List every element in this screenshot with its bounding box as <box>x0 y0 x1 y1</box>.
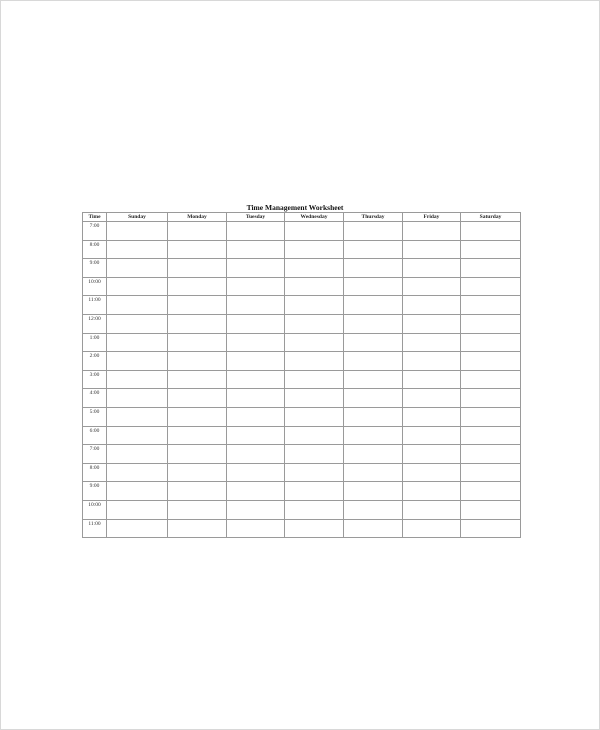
schedule-cell-saturday[interactable] <box>461 407 521 426</box>
schedule-cell-friday[interactable] <box>403 482 461 501</box>
schedule-cell-thursday[interactable] <box>344 240 403 259</box>
table-row <box>83 519 521 538</box>
schedule-cell-thursday[interactable] <box>344 519 403 538</box>
schedule-cell-sunday[interactable] <box>107 277 168 296</box>
schedule-cell-sunday[interactable] <box>107 407 168 426</box>
schedule-cell-saturday[interactable] <box>461 296 521 315</box>
schedule-cell-friday[interactable] <box>403 222 461 241</box>
time-cell: 1:00 <box>83 333 107 352</box>
time-cell: 10:00 <box>83 277 107 296</box>
schedule-cell-tuesday[interactable] <box>227 352 285 371</box>
schedule-cell-thursday[interactable] <box>344 370 403 389</box>
table-row <box>83 445 521 464</box>
schedule-cell-saturday[interactable] <box>461 333 521 352</box>
schedule-cell-monday[interactable] <box>168 314 227 333</box>
schedule-cell-tuesday[interactable] <box>227 296 285 315</box>
schedule-cell-tuesday[interactable] <box>227 389 285 408</box>
schedule-cell-monday[interactable] <box>168 389 227 408</box>
schedule-cell-thursday[interactable] <box>344 259 403 278</box>
schedule-cell-wednesday[interactable] <box>285 259 344 278</box>
column-header-thursday: Thursday <box>344 213 403 222</box>
schedule-cell-tuesday[interactable] <box>227 463 285 482</box>
schedule-cell-sunday[interactable] <box>107 519 168 538</box>
time-cell: 9:00 <box>83 482 107 501</box>
schedule-cell-friday[interactable] <box>403 333 461 352</box>
column-header-monday: Monday <box>168 213 227 222</box>
schedule-cell-tuesday[interactable] <box>227 445 285 464</box>
table-row <box>83 463 521 482</box>
schedule-cell-monday[interactable] <box>168 445 227 464</box>
schedule-cell-monday[interactable] <box>168 333 227 352</box>
time-cell: 3:00 <box>83 370 107 389</box>
schedule-cell-wednesday[interactable] <box>285 277 344 296</box>
schedule-cell-tuesday[interactable] <box>227 370 285 389</box>
schedule-cell-wednesday[interactable] <box>285 296 344 315</box>
schedule-cell-monday[interactable] <box>168 482 227 501</box>
schedule-cell-friday[interactable] <box>403 407 461 426</box>
schedule-cell-saturday[interactable] <box>461 500 521 519</box>
column-header-wednesday: Wednesday <box>285 213 344 222</box>
schedule-cell-tuesday[interactable] <box>227 240 285 259</box>
schedule-cell-tuesday[interactable] <box>227 314 285 333</box>
schedule-cell-thursday[interactable] <box>344 445 403 464</box>
schedule-cell-wednesday[interactable] <box>285 333 344 352</box>
schedule-cell-friday[interactable] <box>403 519 461 538</box>
table-row <box>83 407 521 426</box>
schedule-cell-friday[interactable] <box>403 463 461 482</box>
schedule-cell-saturday[interactable] <box>461 222 521 241</box>
schedule-cell-sunday[interactable] <box>107 333 168 352</box>
schedule-cell-wednesday[interactable] <box>285 500 344 519</box>
schedule-cell-monday[interactable] <box>168 463 227 482</box>
schedule-cell-monday[interactable] <box>168 296 227 315</box>
table-row <box>83 222 521 241</box>
time-cell: 5:00 <box>83 407 107 426</box>
table-row <box>83 352 521 371</box>
schedule-cell-monday[interactable] <box>168 259 227 278</box>
time-cell: 4:00 <box>83 389 107 408</box>
schedule-cell-sunday[interactable] <box>107 389 168 408</box>
schedule-cell-wednesday[interactable] <box>285 240 344 259</box>
schedule-cell-monday[interactable] <box>168 370 227 389</box>
schedule-cell-sunday[interactable] <box>107 426 168 445</box>
schedule-cell-monday[interactable] <box>168 426 227 445</box>
schedule-cell-monday[interactable] <box>168 277 227 296</box>
schedule-cell-saturday[interactable] <box>461 463 521 482</box>
schedule-cell-monday[interactable] <box>168 240 227 259</box>
column-header-friday: Friday <box>403 213 461 222</box>
schedule-cell-monday[interactable] <box>168 352 227 371</box>
table-row <box>83 259 521 278</box>
schedule-cell-sunday[interactable] <box>107 222 168 241</box>
schedule-cell-saturday[interactable] <box>461 389 521 408</box>
schedule-cell-wednesday[interactable] <box>285 389 344 408</box>
schedule-cell-friday[interactable] <box>403 259 461 278</box>
schedule-cell-friday[interactable] <box>403 240 461 259</box>
schedule-cell-friday[interactable] <box>403 445 461 464</box>
schedule-cell-thursday[interactable] <box>344 426 403 445</box>
header-row <box>83 213 521 222</box>
schedule-cell-tuesday[interactable] <box>227 482 285 501</box>
schedule-cell-saturday[interactable] <box>461 259 521 278</box>
schedule-cell-wednesday[interactable] <box>285 463 344 482</box>
schedule-cell-friday[interactable] <box>403 314 461 333</box>
schedule-cell-thursday[interactable] <box>344 352 403 371</box>
schedule-cell-tuesday[interactable] <box>227 500 285 519</box>
schedule-cell-sunday[interactable] <box>107 445 168 464</box>
column-header-sunday: Sunday <box>107 213 168 222</box>
schedule-cell-wednesday[interactable] <box>285 370 344 389</box>
schedule-cell-tuesday[interactable] <box>227 259 285 278</box>
table-row <box>83 314 521 333</box>
schedule-cell-friday[interactable] <box>403 370 461 389</box>
schedule-cell-monday[interactable] <box>168 519 227 538</box>
schedule-cell-thursday[interactable] <box>344 389 403 408</box>
schedule-cell-monday[interactable] <box>168 222 227 241</box>
time-cell: 6:00 <box>83 426 107 445</box>
table-row <box>83 482 521 501</box>
time-cell: 12:00 <box>83 314 107 333</box>
schedule-cell-thursday[interactable] <box>344 222 403 241</box>
schedule-cell-monday[interactable] <box>168 500 227 519</box>
schedule-cell-wednesday[interactable] <box>285 314 344 333</box>
schedule-cell-friday[interactable] <box>403 352 461 371</box>
schedule-cell-tuesday[interactable] <box>227 222 285 241</box>
schedule-cell-thursday[interactable] <box>344 314 403 333</box>
schedule-cell-thursday[interactable] <box>344 296 403 315</box>
table-row <box>83 240 521 259</box>
schedule-cell-wednesday[interactable] <box>285 407 344 426</box>
schedule-cell-wednesday[interactable] <box>285 519 344 538</box>
schedule-cell-thursday[interactable] <box>344 482 403 501</box>
table-row <box>83 426 521 445</box>
column-header-tuesday: Tuesday <box>227 213 285 222</box>
schedule-cell-wednesday[interactable] <box>285 222 344 241</box>
schedule-cell-friday[interactable] <box>403 389 461 408</box>
schedule-cell-friday[interactable] <box>403 277 461 296</box>
schedule-cell-wednesday[interactable] <box>285 352 344 371</box>
schedule-cell-wednesday[interactable] <box>285 445 344 464</box>
schedule-cell-sunday[interactable] <box>107 370 168 389</box>
schedule-cell-thursday[interactable] <box>344 463 403 482</box>
schedule-cell-saturday[interactable] <box>461 277 521 296</box>
time-cell: 11:00 <box>83 296 107 315</box>
schedule-cell-thursday[interactable] <box>344 277 403 296</box>
time-cell: 8:00 <box>83 463 107 482</box>
schedule-cell-tuesday[interactable] <box>227 277 285 296</box>
table-row <box>83 370 521 389</box>
schedule-table <box>82 212 521 538</box>
time-cell: 2:00 <box>83 352 107 371</box>
schedule-cell-sunday[interactable] <box>107 240 168 259</box>
table-row <box>83 296 521 315</box>
schedule-cell-saturday[interactable] <box>461 482 521 501</box>
column-header-time: Time <box>83 213 107 222</box>
schedule-cell-wednesday[interactable] <box>285 426 344 445</box>
schedule-cell-friday[interactable] <box>403 426 461 445</box>
schedule-cell-tuesday[interactable] <box>227 426 285 445</box>
column-header-saturday: Saturday <box>461 213 521 222</box>
schedule-cell-saturday[interactable] <box>461 352 521 371</box>
schedule-cell-sunday[interactable] <box>107 500 168 519</box>
schedule-cell-thursday[interactable] <box>344 500 403 519</box>
schedule-cell-sunday[interactable] <box>107 259 168 278</box>
table-row <box>83 277 521 296</box>
schedule-cell-sunday[interactable] <box>107 482 168 501</box>
schedule-cell-tuesday[interactable] <box>227 333 285 352</box>
schedule-cell-sunday[interactable] <box>107 352 168 371</box>
schedule-cell-tuesday[interactable] <box>227 407 285 426</box>
table-row <box>83 500 521 519</box>
schedule-cell-tuesday[interactable] <box>227 519 285 538</box>
table-row <box>83 389 521 408</box>
time-cell: 7:00 <box>83 445 107 464</box>
schedule-cell-sunday[interactable] <box>107 314 168 333</box>
schedule-cell-wednesday[interactable] <box>285 482 344 501</box>
schedule-cell-friday[interactable] <box>403 296 461 315</box>
schedule-cell-friday[interactable] <box>403 500 461 519</box>
schedule-cell-sunday[interactable] <box>107 296 168 315</box>
time-cell: 11:00 <box>83 519 107 538</box>
worksheet-title: Time Management Worksheet <box>246 203 344 212</box>
table-row <box>83 333 521 352</box>
schedule-cell-sunday[interactable] <box>107 463 168 482</box>
time-cell: 8:00 <box>83 240 107 259</box>
schedule-cell-thursday[interactable] <box>344 407 403 426</box>
schedule-cell-monday[interactable] <box>168 407 227 426</box>
schedule-cell-thursday[interactable] <box>344 333 403 352</box>
time-cell: 9:00 <box>83 259 107 278</box>
schedule-cell-saturday[interactable] <box>461 519 521 538</box>
time-cell: 10:00 <box>83 500 107 519</box>
schedule-cell-saturday[interactable] <box>461 426 521 445</box>
time-cell: 7:00 <box>83 222 107 241</box>
schedule-cell-saturday[interactable] <box>461 240 521 259</box>
schedule-cell-saturday[interactable] <box>461 314 521 333</box>
schedule-cell-saturday[interactable] <box>461 370 521 389</box>
schedule-cell-saturday[interactable] <box>461 445 521 464</box>
